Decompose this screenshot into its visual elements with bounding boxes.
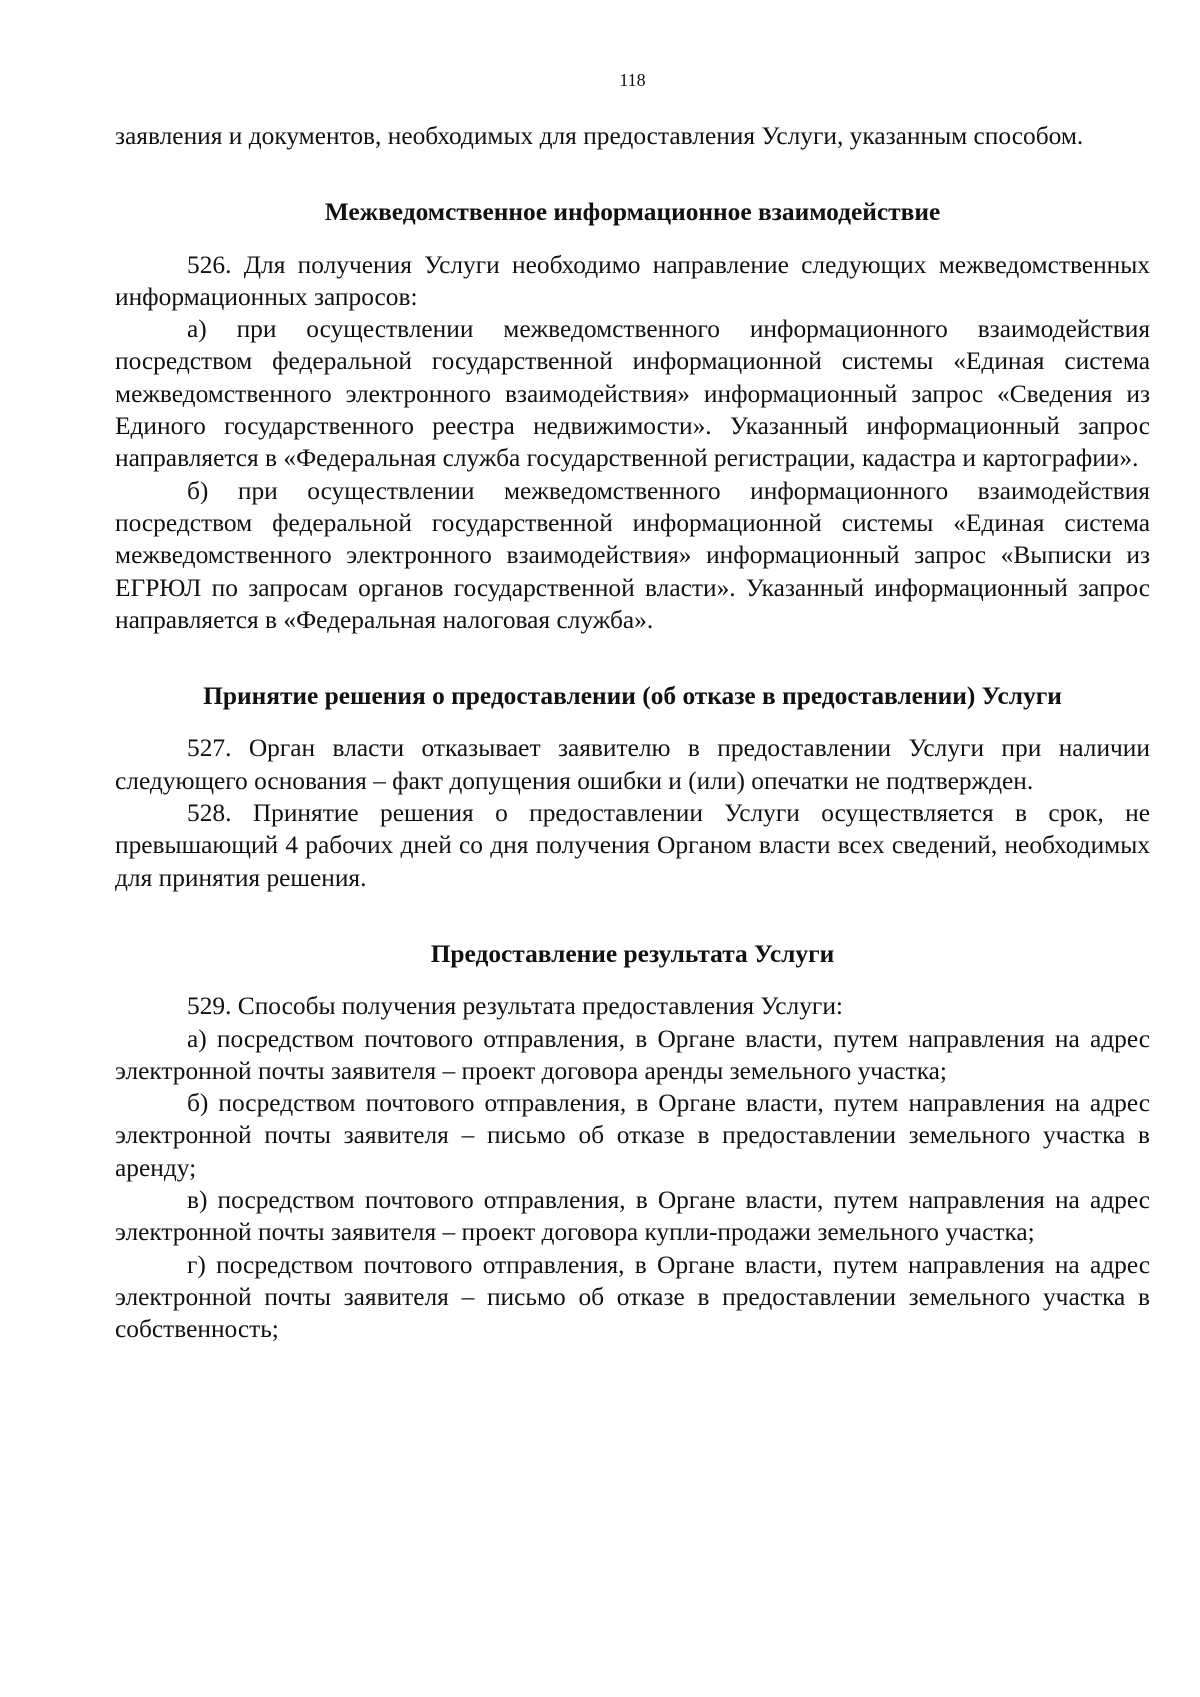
paragraph-529-g: г) посредством почтового отправления, в Органе власти, путем направления на адрес электронной почты заявителя – письмо об отказе в предоставлении земельного участка в собственность; <box>115 1250 1150 1344</box>
section-heading-decision: Принятие решения о предоставлении (об отказе в предоставлении) Услуги <box>203 682 1062 711</box>
page-number: 118 <box>619 70 646 90</box>
paragraph-526-b: б) при осуществлении межведомственного информационного взаимодействия посредством федеральной государственной информационной системы «Единая система межведомственного электронного взаимодействия» информационный запрос «Выписки из ЕГРЮЛ по запросам органов государственной власти». Указанный информационный запрос направляется в «Федеральная налоговая служба». <box>115 476 1150 634</box>
spacer <box>115 229 1150 249</box>
paragraph-529-a: а) посредством почтового отправления, в Органе власти, путем направления на адрес электронной почты заявителя – проект договора аренды земельного участка; <box>115 1024 1150 1085</box>
spacer <box>115 152 1150 196</box>
paragraph-529-v: в) посредством почтового отправления, в Органе власти, путем направления на адрес электронной почты заявителя – проект договора купли-продажи земельного участка; <box>115 1186 1150 1247</box>
paragraph-529: 529. Способы получения результата предоставления Услуги: <box>187 992 843 1021</box>
paragraph-528: 528. Принятие решения о предоставлении Услуги осуществляется в срок, не превышающий 4 рабочих дней со дня получения Органом власти всех сведений, необходимых для принятия решения. <box>115 799 1150 892</box>
spacer <box>115 636 1150 680</box>
spacer <box>115 894 1150 938</box>
paragraph-526-a: а) при осуществлении межведомственного информационного взаимодействия посредством федеральной государственной информационной системы «Единая система межведомственного электронного взаимодействия» информационный запрос «Сведения из Единого государственного реестра недвижимости». Указанный информационный запрос направляется в «Федеральная служба государственной регистрации, кадастра и картографии». <box>115 315 1150 473</box>
paragraph-526: 526. Для получения Услуги необходимо направление следующих межведомственных информационных запросов: <box>115 250 1150 311</box>
spacer <box>115 712 1150 732</box>
paragraph-529-b: б) посредством почтового отправления, в Органе власти, путем направления на адрес электронной почты заявителя – письмо об отказе в предоставлении земельного участка в аренду; <box>115 1089 1150 1182</box>
spacer <box>115 970 1150 990</box>
document-body <box>115 120 1150 1346</box>
intro-paragraph: заявления и документов, необходимых для предоставления Услуги, указанным способом. <box>115 122 1084 150</box>
section-heading-interagency: Межведомственное информационное взаимодействие <box>324 198 941 227</box>
paragraph-527: 527. Орган власти отказывает заявителю в предоставлении Услуги при наличии следующего основания – факт допущения ошибки и (или) опечатки не подтвержден. <box>115 734 1150 795</box>
section-heading-result: Предоставление результата Услуги <box>430 939 835 968</box>
